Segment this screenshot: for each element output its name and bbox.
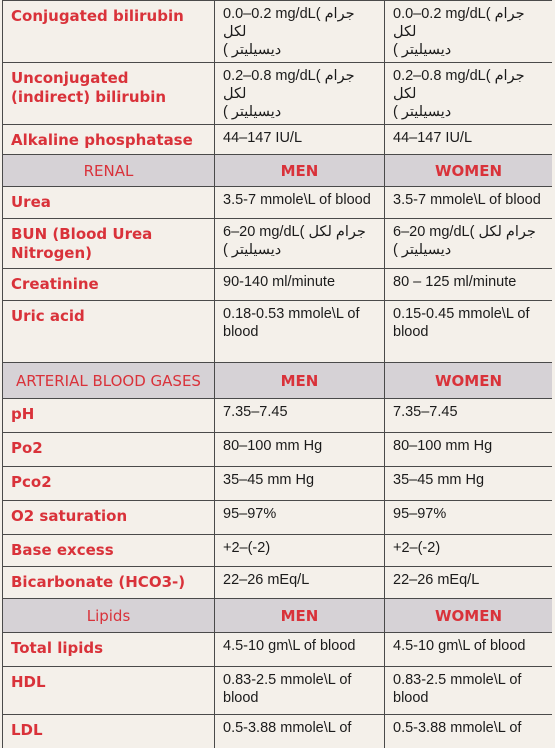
women-value: 7.35–7.45 (385, 399, 553, 433)
table-row (3, 63, 553, 125)
table-row (3, 501, 553, 535)
section-title: RENAL (3, 155, 215, 187)
row-label: Uric acid (3, 301, 215, 363)
row-label: Po2 (3, 433, 215, 467)
men-value (215, 301, 385, 363)
men-value: 7.35–7.45 (215, 399, 385, 433)
section-title: Lipids (3, 599, 215, 633)
table-row (3, 1, 553, 63)
lab-values-table (2, 0, 552, 748)
men-value: 44–147 IU/L (215, 125, 385, 155)
row-label: Alkaline phosphatase (3, 125, 215, 155)
table-row (3, 219, 553, 269)
value-line: ( ديسيليتر (393, 242, 452, 258)
value-line: blood (393, 324, 429, 340)
section-title: ARTERIAL BLOOD GASES (3, 363, 215, 399)
men-value: 22–26 mEq/L (215, 567, 385, 599)
men-value: 95–97% (215, 501, 385, 535)
row-label: pH (3, 399, 215, 433)
value-line: 0.2–0.8 mg/dL( جرام لكل (223, 68, 355, 102)
men-column-header: MEN (215, 155, 385, 187)
table-row (3, 715, 553, 748)
table-row (3, 125, 553, 155)
value-line: 0.0–0.2 mg/dL( جرام لكل (393, 6, 525, 40)
women-value: 3.5-7 mmole\L of blood (385, 187, 553, 219)
table-row (3, 633, 553, 667)
value-line: 0.83-2.5 mmole\L of (393, 672, 522, 688)
women-column-header: WOMEN (385, 363, 553, 399)
row-label: HDL (3, 667, 215, 715)
table-row (3, 535, 553, 567)
women-value: 80 – 125 ml/minute (385, 269, 553, 301)
women-value: 35–45 mm Hg (385, 467, 553, 501)
men-value: +2–(-2) (215, 535, 385, 567)
table-row (3, 567, 553, 599)
row-label: LDL (3, 715, 215, 748)
women-value: 22–26 mEq/L (385, 567, 553, 599)
table-row (3, 667, 553, 715)
women-value: 95–97% (385, 501, 553, 535)
row-label: Creatinine (3, 269, 215, 301)
men-value: 4.5-10 gm\L of blood (215, 633, 385, 667)
value-line: ( ديسيليتر (393, 104, 452, 120)
value-line: blood (393, 690, 429, 706)
women-value: +2–(-2) (385, 535, 553, 567)
section-header-lipids (3, 599, 553, 633)
value-line: 0.83-2.5 mmole\L of (223, 672, 352, 688)
value-line: 0.18-0.53 mmole\L of (223, 306, 360, 322)
women-value (385, 301, 553, 363)
women-value: 0.5-3.88 mmole\L of (385, 715, 553, 748)
men-column-header: MEN (215, 363, 385, 399)
value-line: ( ديسيليتر (223, 42, 282, 58)
men-value (215, 63, 385, 125)
row-label: Pco2 (3, 467, 215, 501)
value-line: blood (223, 324, 259, 340)
row-label: Total lipids (3, 633, 215, 667)
value-line: ( ديسيليتر (223, 104, 282, 120)
table-row (3, 399, 553, 433)
men-value (215, 667, 385, 715)
women-value: 4.5-10 gm\L of blood (385, 633, 553, 667)
women-value (385, 1, 553, 63)
reference-table-page (2, 0, 552, 748)
row-label: Unconjugated (indirect) bilirubin (3, 63, 215, 125)
women-value: 80–100 mm Hg (385, 433, 553, 467)
value-line: 6–20 mg/dL( جرام لكل (223, 224, 366, 240)
table-row (3, 301, 553, 363)
women-value (385, 63, 553, 125)
table-row (3, 269, 553, 301)
men-value: 80–100 mm Hg (215, 433, 385, 467)
women-value (385, 667, 553, 715)
women-value (385, 219, 553, 269)
row-label: O2 saturation (3, 501, 215, 535)
value-line: 0.15-0.45 mmole\L of (393, 306, 530, 322)
value-line: 0.2–0.8 mg/dL( جرام لكل (393, 68, 525, 102)
value-line: blood (223, 690, 259, 706)
men-column-header: MEN (215, 599, 385, 633)
row-label: BUN (Blood Urea Nitrogen) (3, 219, 215, 269)
men-value: 90-140 ml/minute (215, 269, 385, 301)
section-header-renal (3, 155, 553, 187)
table-row (3, 187, 553, 219)
row-label: Conjugated bilirubin (3, 1, 215, 63)
men-value: 35–45 mm Hg (215, 467, 385, 501)
table-row (3, 433, 553, 467)
men-value (215, 1, 385, 63)
row-label: Base excess (3, 535, 215, 567)
women-column-header: WOMEN (385, 599, 553, 633)
value-line: ( ديسيليتر (223, 242, 282, 258)
men-value: 0.5-3.88 mmole\L of (215, 715, 385, 748)
men-value (215, 219, 385, 269)
value-line: 0.0–0.2 mg/dL( جرام لكل (223, 6, 355, 40)
table-row (3, 467, 553, 501)
row-label: Bicarbonate (HCO3-) (3, 567, 215, 599)
value-line: ( ديسيليتر (393, 42, 452, 58)
row-label: Urea (3, 187, 215, 219)
women-column-header: WOMEN (385, 155, 553, 187)
value-line: 6–20 mg/dL( جرام لكل (393, 224, 536, 240)
women-value: 44–147 IU/L (385, 125, 553, 155)
section-header-abg (3, 363, 553, 399)
men-value: 3.5-7 mmole\L of blood (215, 187, 385, 219)
